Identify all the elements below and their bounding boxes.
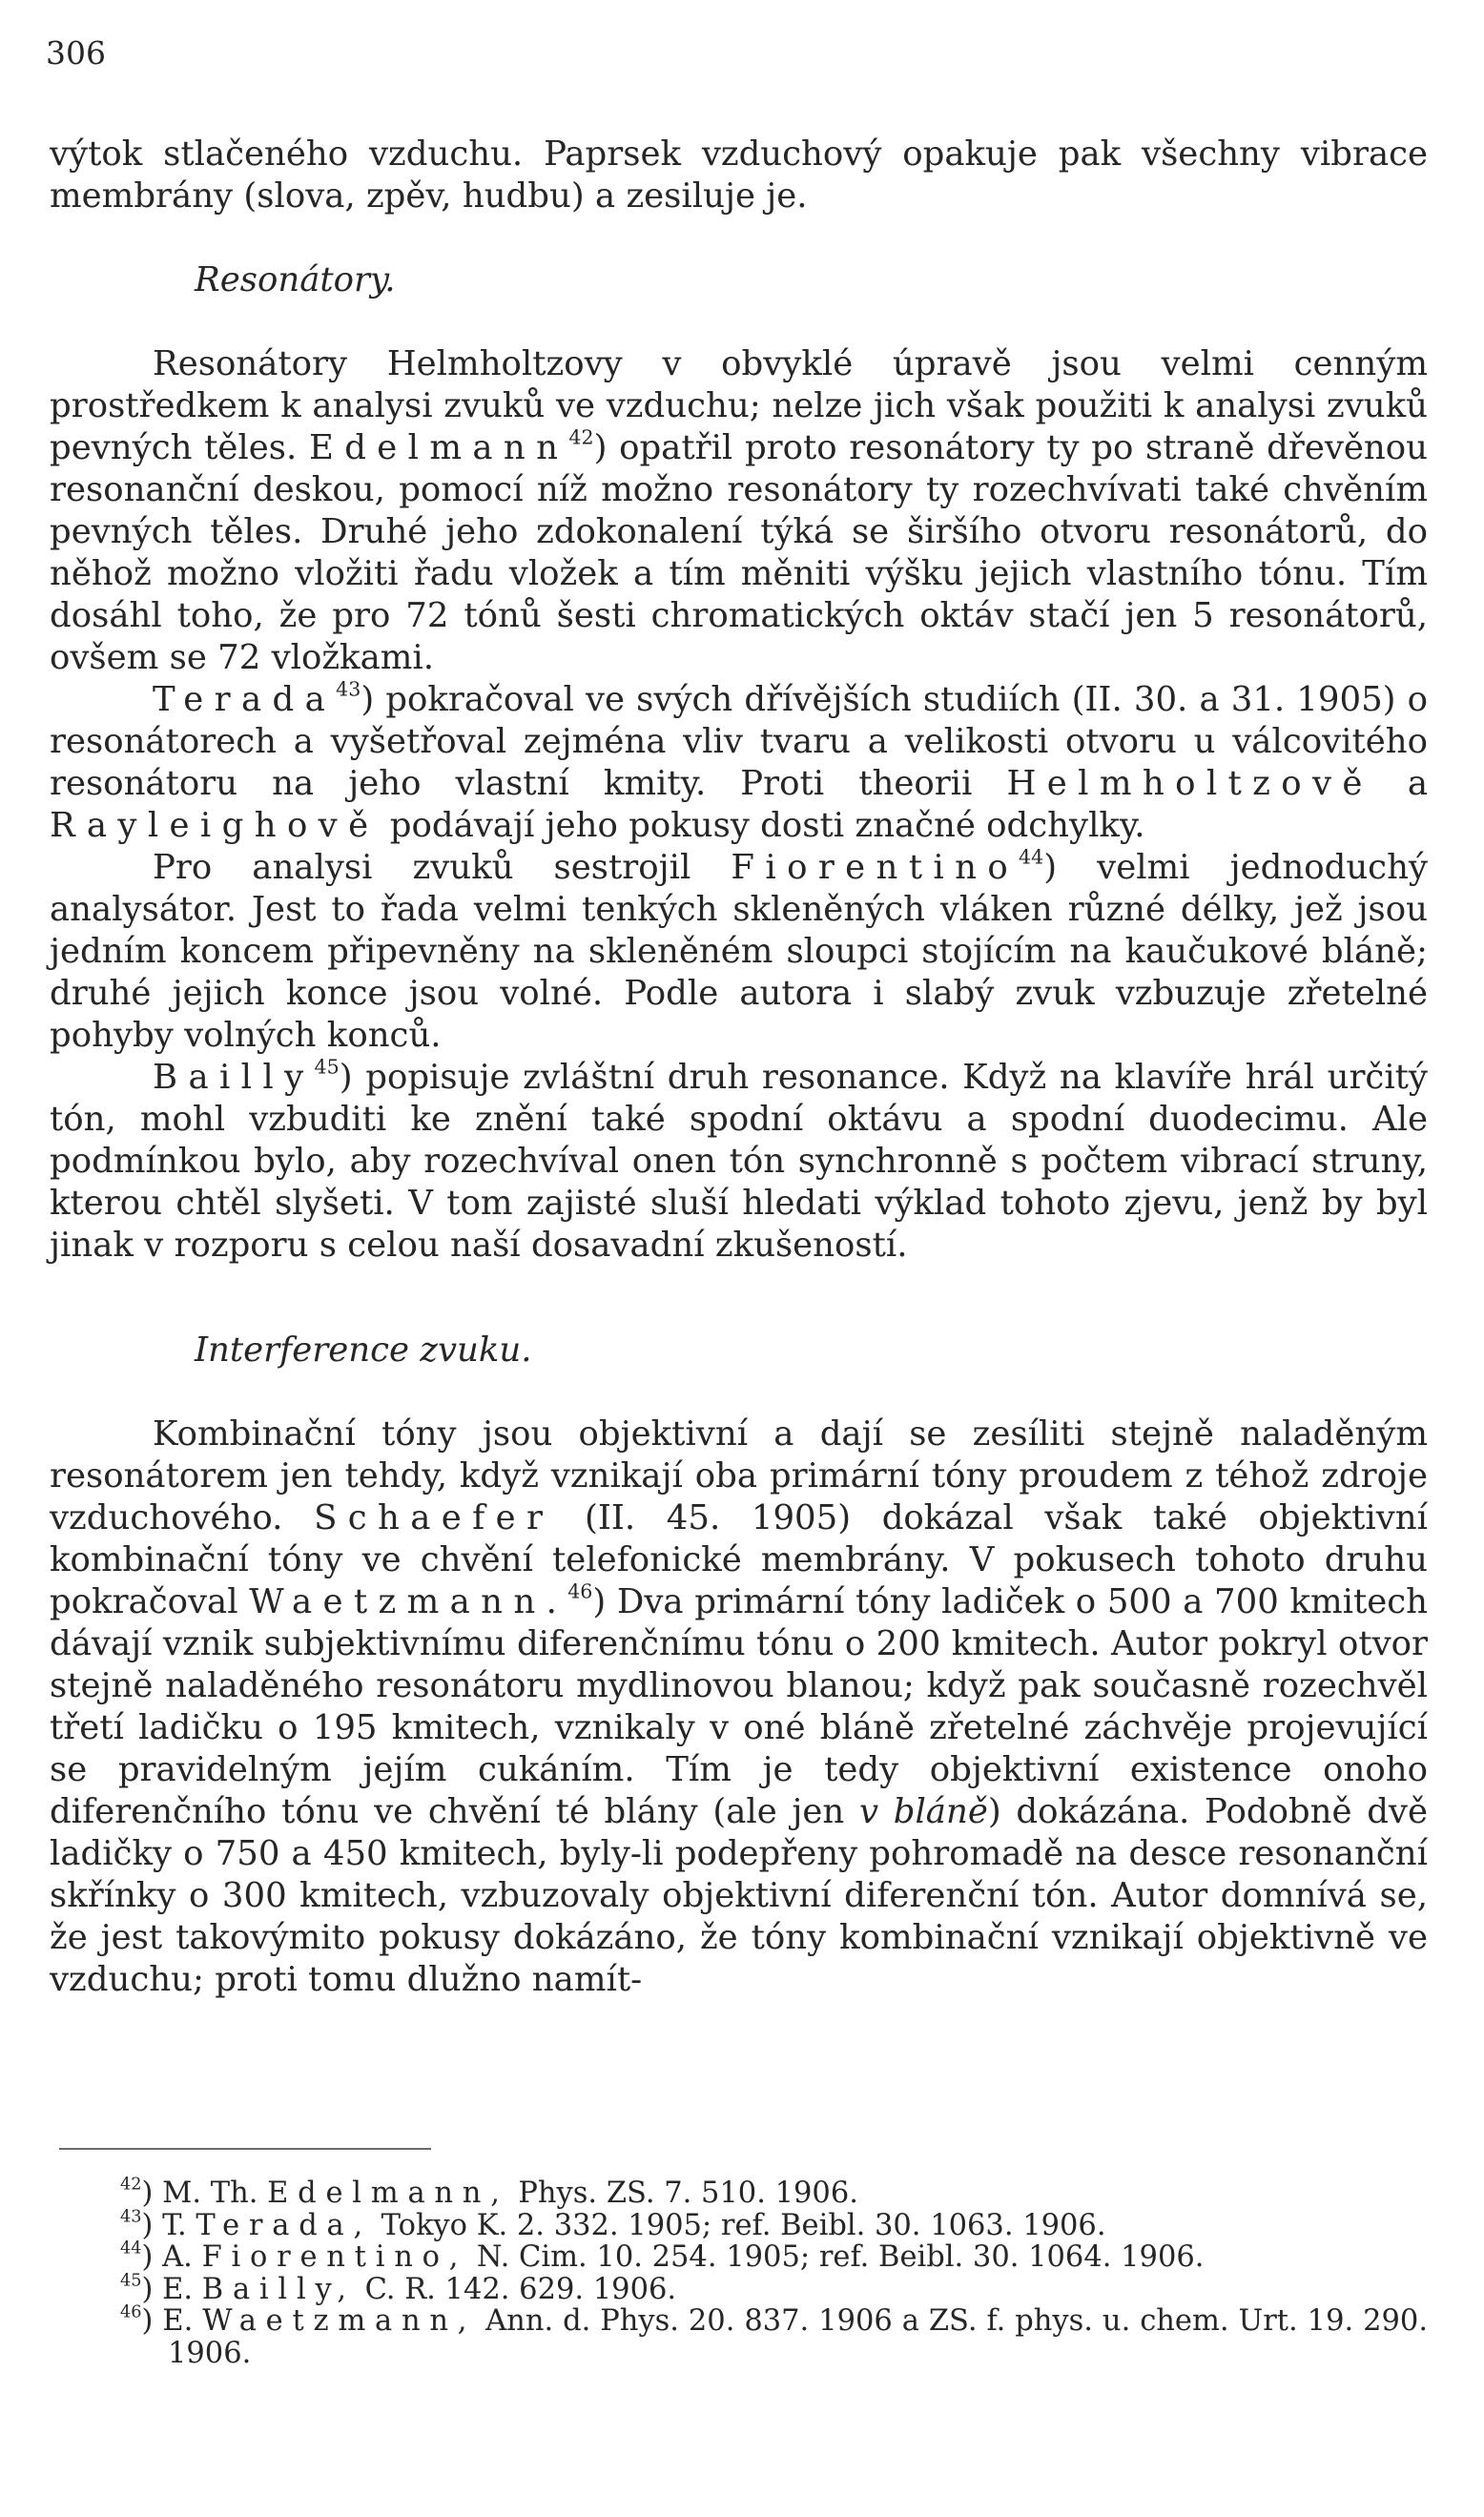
author-name: Bailly bbox=[153, 1058, 315, 1097]
footnote-ref: 43 bbox=[336, 677, 361, 701]
footnote: $^{46}$) E. Waetzmann, Ann. d. Phys. 20. 837. 1906 a ZS. f. phys. u. chem. Urt. 19. 290. 1906. bbox=[120, 2302, 1429, 2370]
emphasis: v bláně bbox=[859, 1792, 988, 1831]
author-name: Fiorentino bbox=[731, 848, 1020, 887]
author-name: Waetzmann, bbox=[202, 2304, 477, 2338]
author-name: Bailly, bbox=[201, 2272, 356, 2306]
paragraph-resonatory-1: Resonátory Helmholtzovy v obvyklé úpravě jsou velmi cenným prostředkem k analysi zvuků ve vzduchu; nelze jich však použiti k analysi zvuků pevných těles. Edelmann$^{42}$) opatřil proto resonátory ty po straně dřevěnou resonanční deskou, pomocí níž možno resonátory ty rozechvívati také chvěním pevných těles. Druhé jeho zdokonalení týká se širšího otvoru resonátorů, do něhož možno vložiti řadu vložek a tím měniti výšku jejich vlastního tónu. Tím dosáhl toho, že pro 72 tónů šesti chromatických oktáv stačí jen 5 resonátorů, ovšem se 72 vložkami. bbox=[50, 344, 1428, 677]
author-name: Terada, bbox=[196, 2208, 372, 2242]
paragraph-interference-1: Kombinační tóny jsou objektivní a dají se zesíliti stejně naladěným resonátorem jen tehdy, když vznikají oba primární tóny proudem z téhož zdroje vzduchového. Schaefer (II. 45. 1905) dokázal však také objektivní kombinační tóny ve chvění telefonické membrány. V pokusech tohoto druhu pokračoval Waetzmann.$^{46}$) Dva primární tóny ladiček o 500 a 700 kmitech dávají vznik subjektivnímu diferenčnímu tónu o 200 kmitech. Autor pokryl otvor stejně naladěného resonátoru mydlinovou blanou; když pak současně rozechvěl třetí ladičku o 195 kmitech, vznikaly v oné bláně zřetelné záchvěje projevující se pravidelným jejím cukáním. Tím je tedy objektivní existence onoho diferenčního tónu ve chvění té blány (ale jen v bláně) dokázána. Podobně dvě ladičky o 750 a 450 kmitech, byly-li podepřeny pohromadě na desce resonanční skřínky o 300 kmitech, vzbuzovaly objektivní diferenční tón. Autor domnívá se, že jest takovýmito pokusy dokázáno, že tóny kombinační vznikají objektivně ve vzduchu; proti tomu dlužno namít- bbox=[50, 1414, 1429, 1999]
author-name: Schaefer bbox=[314, 1498, 554, 1537]
footnote-divider bbox=[59, 2148, 431, 2150]
footnote: $^{45}$) E. Bailly, C. R. 142. 629. 1906. bbox=[120, 2271, 677, 2306]
author-name: Terada bbox=[153, 680, 337, 719]
paragraph-intro: výtok stlačeného vzduchu. Paprsek vzduchový opakuje pak všechny vibrace membrány (slova, zpěv, hudbu) a zesiluje je. bbox=[50, 134, 1428, 216]
section-heading-resonatory: Resonátory. bbox=[195, 260, 396, 299]
section-heading-interference: Interference zvuku. bbox=[195, 1331, 532, 1370]
author-name: Helmholtzově bbox=[1006, 764, 1373, 803]
paragraph-resonatory-4: Bailly$^{45}$) popisuje zvláštní druh resonance. Když na klavíře hrál určitý tón, mohl vzbuditi ke znění také spodní oktávu a spodní duodecimu. Ale podmínkou bylo, aby rozechvíval onen tón synchronně s počtem vibrací struny, kterou chtěl slyšeti. V tom zajisté sluší hledati výklad tohoto zjevu, jenž by byl jinak v rozporu s celou naší dosavadní zkušeností. bbox=[50, 1055, 1428, 1265]
author-name: Fiorentino, bbox=[201, 2240, 468, 2274]
page-number: 306 bbox=[46, 34, 106, 72]
footnote: $^{42}$) M. Th. Edelmann, Phys. ZS. 7. 510. 1906. bbox=[120, 2175, 858, 2210]
author-name: Waetzmann. bbox=[249, 1582, 568, 1621]
footnote: $^{43}$) T. Terada, Tokyo K. 2. 332. 1905; ref. Beibl. 30. 1063. 1906. bbox=[120, 2207, 1106, 2242]
footnote-ref: 42 bbox=[568, 425, 594, 449]
footnote-ref: 45 bbox=[314, 1055, 340, 1079]
footnote-ref: 44 bbox=[1019, 845, 1044, 869]
author-name: Edelmann bbox=[308, 428, 569, 467]
paragraph-resonatory-3: Pro analysi zvuků sestrojil Fiorentino$^{44}$) velmi jednoduchý analysátor. Jest to řada velmi tenkých skleněných vláken různé délky, jež jsou jedním koncem připevněny na skleněném sloupci stojícím na kaučukové bláně; druhé jejich konce jsou volné. Podle autora i slabý zvuk vzbuzuje zřetelné pohyby volných konců. bbox=[50, 845, 1428, 1055]
paragraph-resonatory-2: Terada$^{43}$) pokračoval ve svých dřívějších studiích (II. 30. a 31. 1905) o resonátorech a vyšetřoval zejména vliv tvaru a velikosti otvoru u válcovitého resonátoru na jeho vlastní kmity. Proti theorii Helmholtzově a Rayleighově podávají jeho pokusy dosti značné odchylky. bbox=[50, 677, 1428, 845]
footnote: $^{44}$) A. Fiorentino, N. Cim. 10. 254. 1905; ref. Beibl. 30. 1064. 1906. bbox=[120, 2238, 1205, 2274]
author-name: Edelmann, bbox=[267, 2177, 509, 2210]
author-name: Rayleighově bbox=[50, 806, 380, 845]
main-text bbox=[50, 134, 1428, 2001]
footnote-ref: 46 bbox=[567, 1579, 593, 1603]
footnotes bbox=[50, 2177, 1428, 2369]
